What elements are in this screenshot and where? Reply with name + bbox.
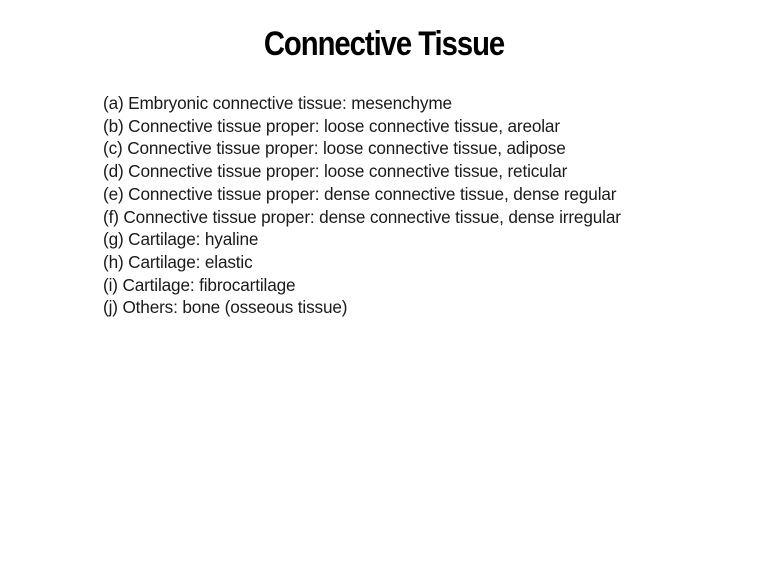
list-item: (h) Cartilage: elastic: [103, 251, 253, 272]
list-item: (c) Connective tissue proper: loose connective tissue, adipose: [103, 138, 566, 159]
list-item: (e) Connective tissue proper: dense connective tissue, dense regular: [103, 183, 617, 204]
tissue-type-list: [103, 92, 743, 319]
slide-title: Connective Tissue: [263, 25, 505, 63]
list-item: (f) Connective tissue proper: dense connective tissue, dense irregular: [103, 206, 621, 227]
list-item: (d) Connective tissue proper: loose connective tissue, reticular: [103, 161, 568, 182]
list-item: (b) Connective tissue proper: loose connective tissue, areolar: [103, 115, 560, 136]
list-item: (i) Cartilage: fibrocartilage: [103, 274, 296, 295]
list-item: (g) Cartilage: hyaline: [103, 229, 259, 250]
list-item: (a) Embryonic connective tissue: mesenchyme: [103, 93, 452, 113]
list-item: (j) Others: bone (osseous tissue): [103, 297, 348, 318]
